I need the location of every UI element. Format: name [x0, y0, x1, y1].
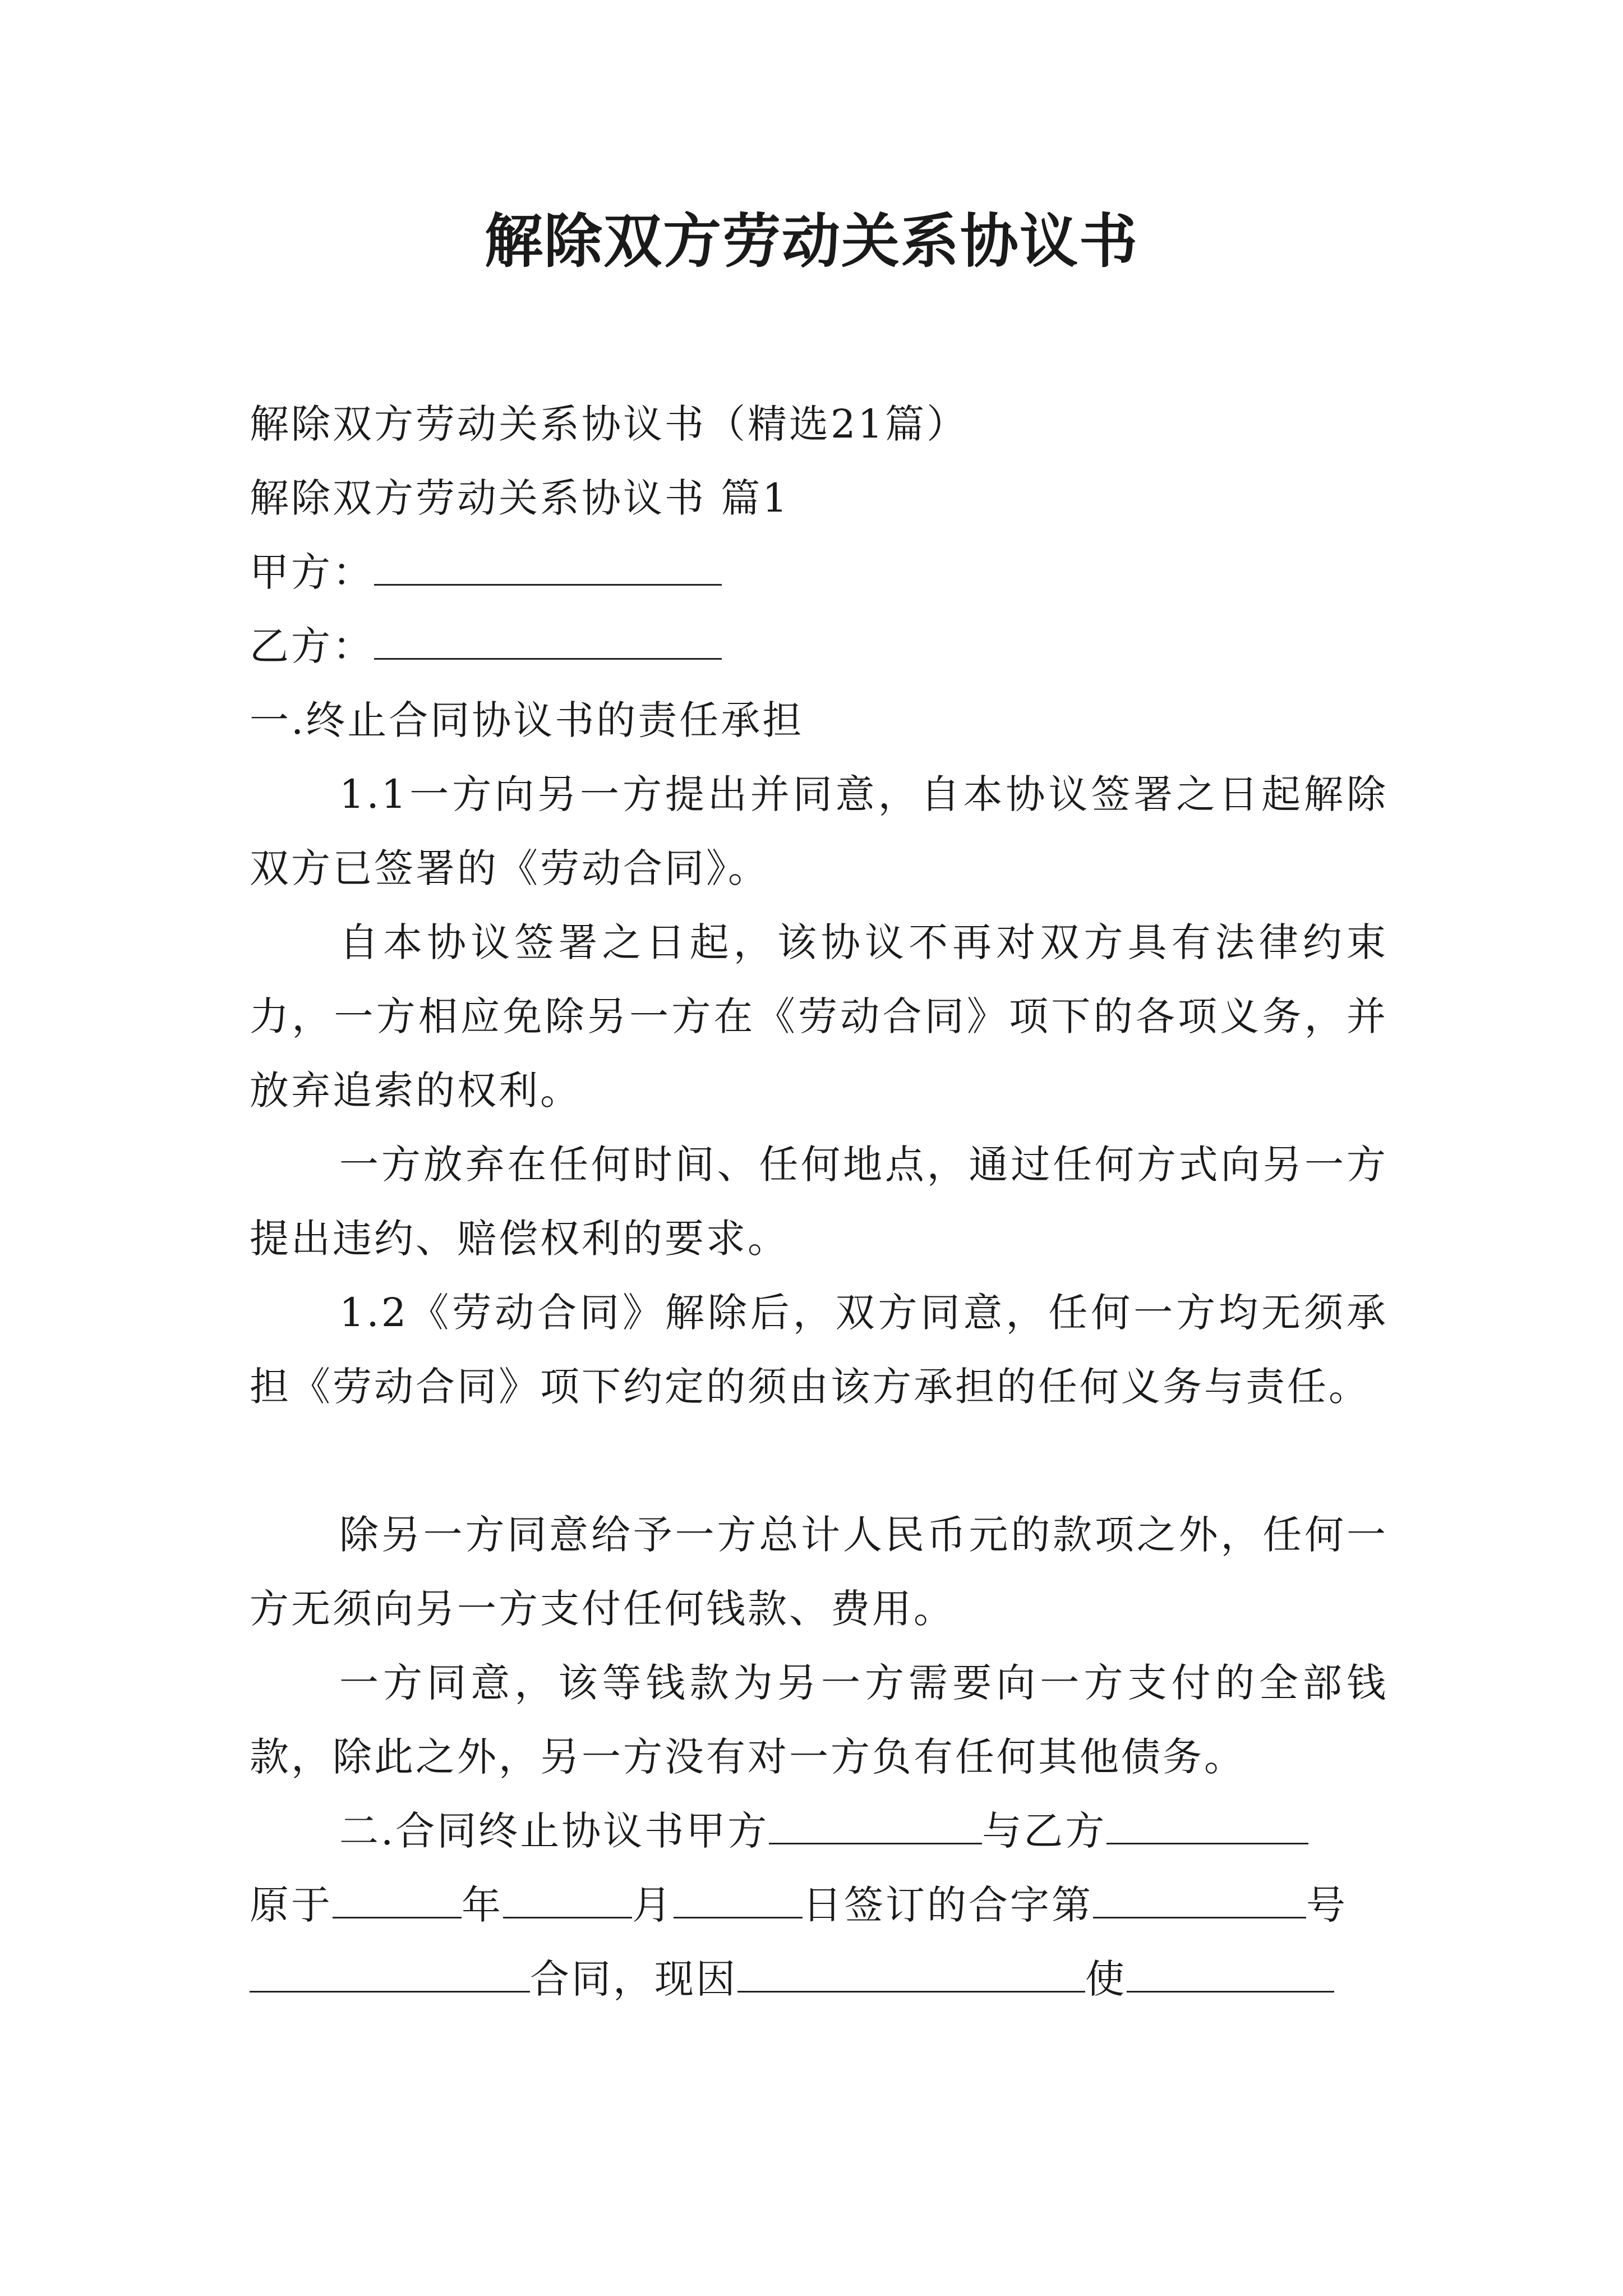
document-title: 解除双方劳动关系协议书	[484, 206, 1138, 275]
party-b-blank	[374, 625, 722, 660]
clause-2-line-1	[250, 1794, 1388, 1868]
clause-2-line-3	[250, 1942, 1388, 2016]
contract-number-blank	[1093, 1884, 1306, 1918]
section-heading: 解除双方劳动关系协议书 篇1	[250, 475, 790, 521]
party-a-blank	[374, 551, 722, 586]
paragraph-binding-force: 自本协议签署之日起，该协议不再对双方具有法律约束力，一方相应免除另一方在《劳动合同》项下的各项义务，并放弃追索的权利。	[250, 919, 1388, 1114]
clause-2-line-2	[250, 1868, 1388, 1942]
clause-2-originally-on: 原于	[250, 1882, 333, 1928]
party-a-line	[250, 535, 1388, 609]
party-a-name-blank	[769, 1810, 982, 1844]
year-blank	[333, 1884, 462, 1918]
paragraph-1-1: 1.1一方向另一方提出并同意，自本协议签署之日起解除双方已签署的《劳动合同》。	[250, 771, 1388, 891]
paragraph-waiver: 一方放弃在任何时间、任何地点，通过任何方式向另一方提出违约、赔偿权利的要求。	[250, 1142, 1388, 1262]
clause-2-day-signed: 日签订的合字第	[803, 1882, 1093, 1928]
cause-blank	[737, 1958, 1085, 1993]
party-a-label: 甲方：	[250, 549, 374, 595]
contract-name-blank	[250, 1958, 530, 1993]
clause-2-prefix: 二.合同终止协议书甲方	[339, 1808, 769, 1854]
paragraph-full-payment: 一方同意，该等钱款为另一方需要向一方支付的全部钱款，除此之外，另一方没有对一方负有任何其他债务。	[250, 1660, 1388, 1780]
clause-2-cause: 使	[1085, 1956, 1127, 2002]
paragraph-1-2: 1.2《劳动合同》解除后，双方同意，任何一方均无须承担《劳动合同》项下约定的须由该方承担的任何义务与责任。	[250, 1290, 1388, 1410]
paragraph-payment: 除另一方同意给予一方总计人民币元的款项之外，任何一方无须向另一方支付任何钱款、费用。	[250, 1512, 1388, 1632]
month-blank	[503, 1884, 632, 1918]
clause-2-and-party-b: 与乙方	[982, 1808, 1107, 1854]
clause-2-contract-now: 合同，现因	[530, 1956, 737, 2002]
clause-1-heading: 一.终止合同协议书的责任承担	[250, 697, 804, 743]
clause-2-month: 月	[632, 1882, 674, 1928]
party-b-name-blank	[1106, 1810, 1308, 1844]
document-subtitle: 解除双方劳动关系协议书（精选21篇）	[250, 401, 969, 447]
consequence-blank	[1127, 1958, 1334, 1993]
clause-2-year: 年	[462, 1882, 503, 1928]
party-b-label: 乙方：	[250, 623, 374, 669]
clause-2-number: 号	[1306, 1882, 1348, 1928]
party-b-line	[250, 609, 1388, 683]
day-blank	[674, 1884, 803, 1918]
